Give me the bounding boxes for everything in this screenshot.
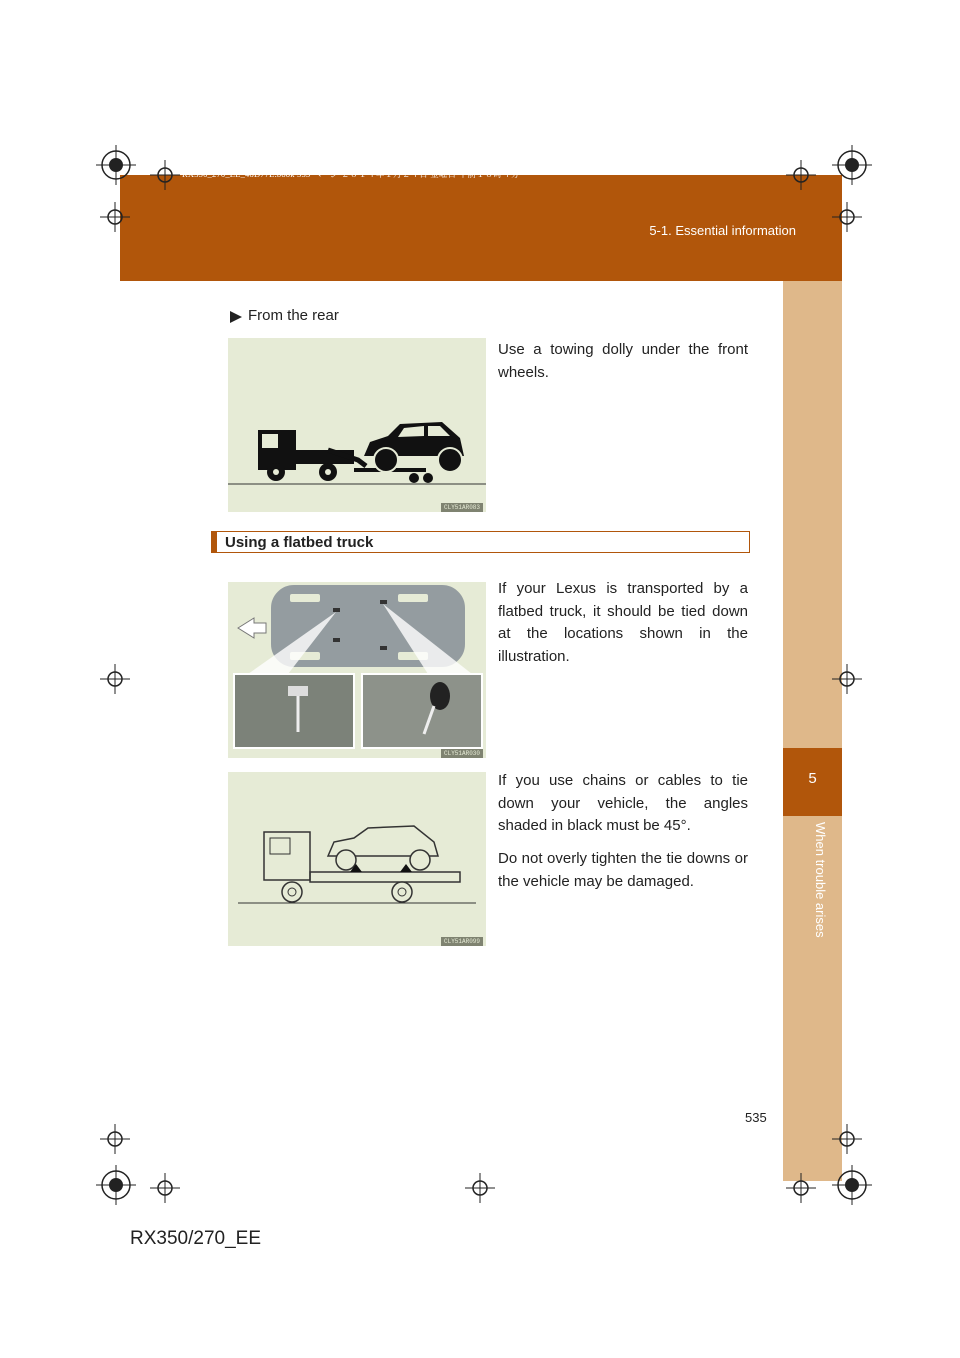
registration-mark-icon bbox=[832, 1165, 872, 1205]
book-info: RX350_270_EE_48D77E.book 535 ページ ２０１４年１月２４日 金曜日 午前１０時４分 bbox=[182, 169, 520, 179]
chapter-label: When trouble arises bbox=[813, 822, 828, 938]
section-heading: Using a flatbed truck bbox=[225, 534, 374, 551]
registration-mark-icon bbox=[832, 664, 862, 694]
registration-mark-icon bbox=[96, 1165, 136, 1205]
registration-mark-icon bbox=[100, 202, 130, 232]
registration-mark-icon bbox=[786, 160, 816, 190]
tow-dolly-illustration bbox=[228, 338, 486, 512]
from-rear-text: Use a towing dolly under the front wheels. bbox=[498, 341, 748, 381]
registration-mark-icon bbox=[465, 1173, 495, 1203]
registration-mark-icon bbox=[100, 664, 130, 694]
registration-mark-icon bbox=[832, 202, 862, 232]
registration-mark-icon bbox=[150, 160, 180, 190]
side-tab bbox=[783, 281, 842, 1181]
registration-mark-icon bbox=[150, 1173, 180, 1203]
illustration-code: CLY51AR099 bbox=[441, 937, 483, 946]
registration-mark-icon bbox=[832, 145, 872, 185]
registration-mark-icon bbox=[832, 1124, 862, 1154]
chapter-number: 5 bbox=[808, 770, 817, 787]
section-title: 5-1. Essential information bbox=[649, 223, 796, 238]
flatbed-text-3: Do not overly tighten the tie downs or the vehicle may be damaged. bbox=[498, 850, 748, 890]
registration-mark-icon bbox=[786, 1173, 816, 1203]
registration-mark-icon bbox=[100, 1124, 130, 1154]
illustration-code: CLY51AR030 bbox=[441, 749, 483, 758]
model-code: RX350/270_EE bbox=[130, 1228, 261, 1249]
triangle-bullet-icon bbox=[230, 310, 242, 328]
flatbed-truck-illustration bbox=[228, 772, 486, 946]
flatbed-text-1: If your Lexus is transported by a flatbed truck, it should be tied down at the locations shown in the illustration. bbox=[498, 580, 748, 665]
from-rear-label: From the rear bbox=[248, 307, 339, 324]
illustration-code: CLY51AR083 bbox=[441, 503, 483, 512]
tie-down-points-illustration bbox=[228, 582, 486, 758]
flatbed-text-2: If you use chains or cables to tie down your vehicle, the angles shaded in black must be 45°. bbox=[498, 772, 748, 834]
registration-mark-icon bbox=[96, 145, 136, 185]
page-number: 535 bbox=[745, 1110, 767, 1125]
